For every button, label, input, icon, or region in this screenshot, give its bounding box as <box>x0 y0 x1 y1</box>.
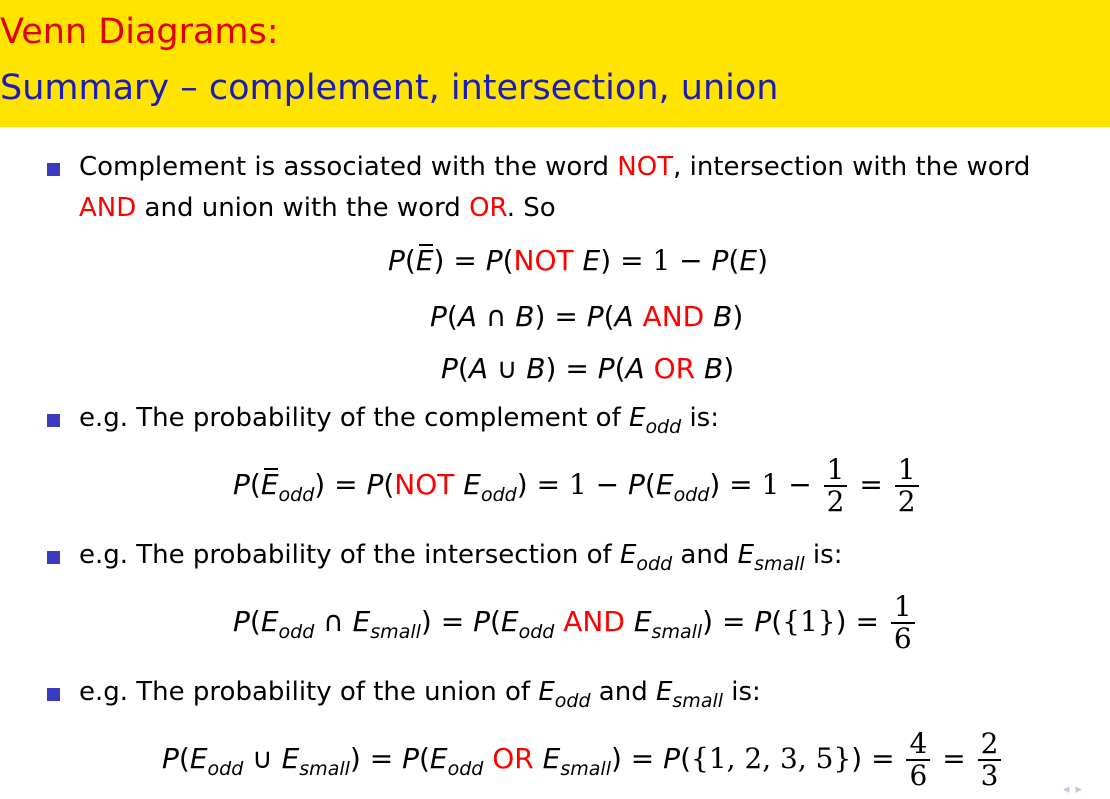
fraction: $\frac{1}{6}$ <box>891 592 915 654</box>
bullet-1-text: , intersection with the word <box>673 152 1031 182</box>
slide-title: Venn Diagrams: <box>0 12 279 52</box>
word-and: AND <box>79 193 137 223</box>
bullet-1-text: and union with the word <box>136 193 470 223</box>
bullet-1-line-1 <box>79 147 1030 187</box>
fraction: $\frac{4}{6}$ <box>906 729 930 791</box>
bullet-4-text: e.g. The probability of the union of <box>79 677 539 707</box>
bullet-marker <box>47 688 60 701</box>
bullet-1-line-2 <box>79 188 556 228</box>
fraction: $\frac{1}{2}$ <box>824 455 848 517</box>
bullet-3: e.g. The probability of the intersection of $E_{odd}$ and $E_{small}$ is: <box>79 540 843 575</box>
word-not: NOT <box>617 152 674 182</box>
bullet-2-text: is: <box>681 403 719 433</box>
word-or: OR <box>653 352 696 385</box>
word-or: OR <box>469 193 507 223</box>
bullet-2-text: e.g. The probability of the complement of <box>79 403 629 433</box>
word-not: NOT <box>394 468 455 501</box>
bullet-marker <box>47 551 60 564</box>
fraction: $\frac{1}{2}$ <box>895 455 919 517</box>
equation-complement: P(E) = P(NOT E) = 1 − P(E) <box>388 244 768 277</box>
bullet-1-text: . So <box>506 193 556 223</box>
bullet-1-text: Complement is associated with the word <box>79 152 618 182</box>
bullet-marker <box>47 163 60 176</box>
nav-prev-icon[interactable]: ◂ <box>1062 782 1076 797</box>
fraction: $\frac{2}{3}$ <box>978 729 1002 791</box>
bullet-2: e.g. The probability of the complement of $E_{odd}$ is: <box>79 403 719 438</box>
nav-next-icon[interactable]: ▸ <box>1075 782 1088 797</box>
slide-subtitle: Summary – complement, intersection, union <box>0 68 779 108</box>
bullet-4: e.g. The probability of the union of $E_{odd}$ and $E_{small}$ is: <box>79 677 761 712</box>
bullet-3-text: e.g. The probability of the intersection of <box>79 540 620 570</box>
equation-union-example: $P(E_{odd}$ ∪ $E_{small}) = P(E_{odd}$ OR $E_{small}) = P(\{1$, 2, 3, 5}) = $\frac{4}{6}$ = $\frac{2}{3}$ <box>162 729 1004 791</box>
bullet-marker <box>47 414 60 427</box>
bullet-4-text: and <box>590 677 656 707</box>
equation-complement-example: $P(E_{odd}) = P(NOT$ $E_{odd}) = 1 - P(E_{odd}) = 1$ − $\frac{1}{2}$ = $\frac{1}{2}$ <box>233 455 922 517</box>
equation-intersection-example: $P(E_{odd}$ ∩ $E_{small}) = P(E_{odd}$ AND $E_{small}) = P(\{1\})$ = $\frac{1}{6}$ <box>233 592 918 654</box>
bullet-4-text: is: <box>723 677 761 707</box>
bullet-3-text: and <box>672 540 738 570</box>
equation-union: P(A ∪ B) = P(A OR B) <box>441 352 735 385</box>
word-not: NOT <box>513 244 574 277</box>
word-or: OR <box>492 742 534 775</box>
bullet-3-text: is: <box>804 540 843 570</box>
slide-navigation[interactable] <box>1063 782 1088 797</box>
slide-header <box>0 0 1110 127</box>
word-and: AND <box>563 605 625 638</box>
word-and: AND <box>642 300 705 333</box>
equation-intersection: P(A ∩ B) = P(A AND B) <box>430 300 744 333</box>
